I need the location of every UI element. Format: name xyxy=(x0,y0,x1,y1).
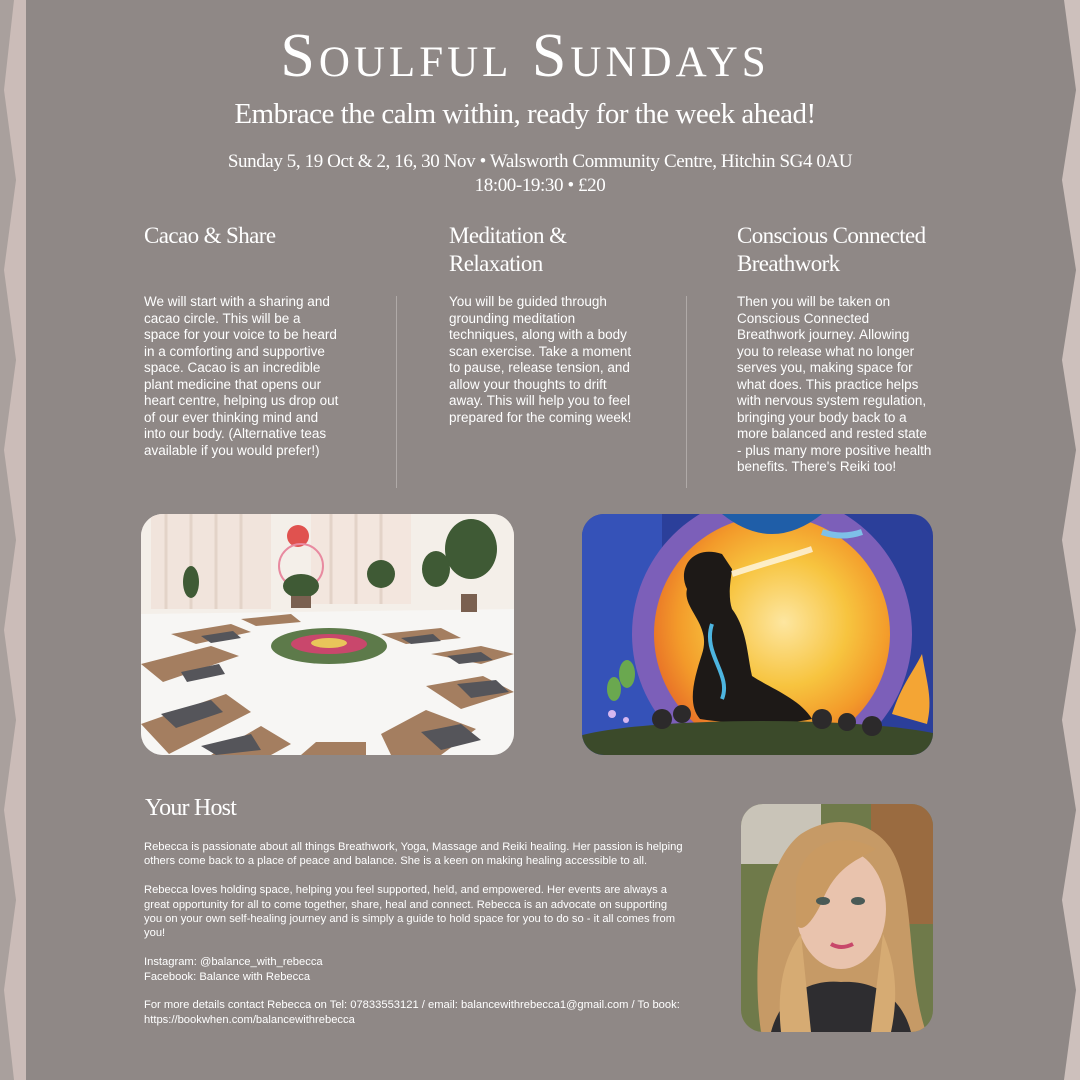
event-details xyxy=(0,150,1080,198)
host-title: Your Host xyxy=(145,795,237,821)
section-heading: Cacao & Share xyxy=(144,223,276,248)
contact-info: For more details contact Rebecca on Tel: 07833553121 / email: balancewithrebecca1@gmail.com / To book: https://bookwhen.com/balancewithrebecca xyxy=(144,999,680,1026)
instagram-link[interactable]: Instagram: @balance_with_rebecca xyxy=(144,956,323,969)
room-photo xyxy=(141,514,514,755)
tagline: Embrace the calm within, ready for the week ahead! xyxy=(234,98,816,130)
column-divider xyxy=(686,296,687,488)
section-heading: Conscious Connected Breathwork xyxy=(737,223,926,276)
section-breathwork xyxy=(737,222,933,476)
host-bio-paragraph: Rebecca loves holding space, helping you feel supported, held, and empowered. Her events are always a great opportunity for all to come together, share, heal and connect. Rebecca is an advocate on supporting you on your own self-healing journey and is simply a guide to hold space for you to do so - it all comes from you! xyxy=(144,884,676,940)
host-bio-paragraph: Rebecca is passionate about all things Breathwork, Yoga, Massage and Reiki healing. Her passion is helping others come back to a place of peace and balance. She is a keen on making healing accessible to all. xyxy=(144,841,683,868)
host-text xyxy=(144,840,684,1042)
column-divider xyxy=(396,296,397,488)
section-body: You will be guided through grounding meditation techniques, along with a body scan exercise. Take a moment to pause, release tension, and allow your thoughts to drift away. This will help you to feel prepared for the coming week! xyxy=(449,294,632,425)
page-title: Soulful Sundays xyxy=(280,22,770,90)
facebook-link[interactable]: Facebook: Balance with Rebecca xyxy=(144,970,311,983)
section-body: Then you will be taken on Conscious Connected Breathwork journey. Allowing you to release what no longer serves you, making space for what does. This practice helps with nervous system regulation, bringing your body back to a more balanced and rested state - plus many more positive health benefits. There's Reiki too! xyxy=(737,294,932,474)
section-heading: Meditation & Relaxation xyxy=(449,223,567,276)
dates-location: Sunday 5, 19 Oct & 2, 16, 30 Nov • Walsworth Community Centre, Hitchin SG4 0AU xyxy=(227,151,853,172)
host-photo xyxy=(741,804,933,1032)
section-meditation-relaxation xyxy=(449,222,639,426)
section-body: We will start with a sharing and cacao circle. This will be a space for your voice to be heard in a comforting and supportive space. Cacao is an incredible plant medicine that opens our heart centre, helping us drop out of our ever thinking mind and into our body. (Alternative teas available if you would prefer!) xyxy=(144,294,339,458)
time-price: 18:00-19:30 • £20 xyxy=(474,175,606,196)
breathwork-artwork xyxy=(582,514,933,755)
section-cacao-share xyxy=(144,222,340,459)
